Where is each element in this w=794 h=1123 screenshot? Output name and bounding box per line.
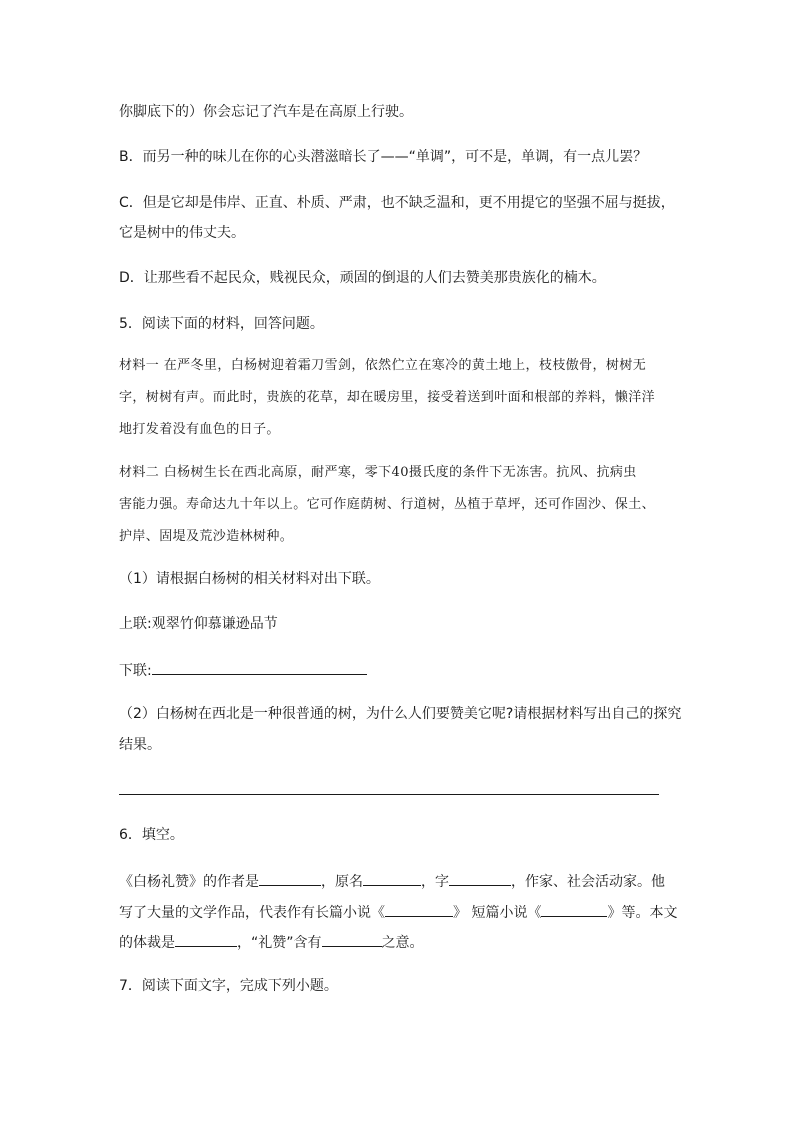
question-7-title: 7．阅读下面文字，完成下列小题。 [119, 978, 338, 994]
question-5-title: 5．阅读下面的材料，回答问题。 [119, 316, 324, 332]
lower-couplet-row [119, 660, 367, 680]
option-d: D．让那些看不起民众，贱视民众，顽固的倒退的人们去赞美那贵族化的楠木。 [119, 270, 606, 286]
lower-couplet-blank[interactable] [152, 660, 367, 675]
material-1-line-3: 地打发着没有血色的日子。 [119, 422, 280, 437]
blank-original-name[interactable] [363, 871, 421, 886]
material-1-line-2: 字，树树有声。而此时，贵族的花草，却在暖房里，接受着送到叶面和根部的养料，懒洋洋 [119, 390, 656, 405]
question-5-sub-2-line-1: （2）白杨树在西北是一种很普通的树，为什么人们要赞美它呢?请根据材料写出自己的探究 [119, 706, 682, 722]
blank-short-story[interactable] [541, 902, 607, 917]
blank-author[interactable] [259, 871, 321, 886]
option-a-continuation: 你脚底下的）你会忘记了汽车是在高原上行驶。 [119, 104, 413, 120]
q6-text: ，字 [421, 874, 449, 890]
option-b: B．而另一种的味儿在你的心头潜滋暗长了——“单调”，可不是，单调，有一点儿罢？ [119, 149, 648, 165]
blank-meaning[interactable] [322, 932, 382, 947]
q6-text: ，“礼赞”含有 [237, 935, 322, 951]
q6-text: 的体裁是 [119, 935, 175, 951]
question-6-line-2 [119, 902, 677, 922]
question-5-sub-1: （1）请根据白杨树的相关材料对出下联。 [119, 571, 380, 587]
material-2-line-1: 材料二 白杨树生长在西北高原，耐严寒，零下40摄氏度的条件下无冻害。抗风、抗病虫 [119, 465, 637, 480]
blank-novel[interactable] [385, 902, 453, 917]
question-6-line-1 [119, 871, 665, 891]
q6-text: 《白杨礼赞》的作者是 [119, 874, 259, 890]
answer-line[interactable] [119, 794, 659, 795]
option-c-line-2: 它是树中的伟丈夫。 [119, 225, 245, 241]
question-6-title: 6．填空。 [119, 827, 184, 843]
q6-text: ，作家、社会活动家。他 [511, 874, 665, 890]
q6-text: ，原名 [321, 874, 363, 890]
lower-couplet-label: 下联: [119, 663, 152, 679]
blank-genre[interactable] [175, 932, 237, 947]
material-1-line-1: 材料一 在严冬里，白杨树迎着霜刀雪剑，依然伫立在寒冷的黄土地上，枝枝傲骨，树树无 [119, 358, 647, 373]
question-5-sub-2-line-2: 结果。 [119, 737, 161, 753]
q6-text: 》 短篇小说《 [453, 905, 542, 921]
upper-couplet: 上联:观翠竹仰慕谦逊品节 [119, 616, 278, 632]
q6-text: 之意。 [381, 935, 424, 951]
material-2-line-2: 害能力强。寿命达九十年以上。它可作庭荫树、行道树，丛植于草坪，还可作固沙、保土、 [119, 497, 656, 512]
blank-courtesy-name[interactable] [449, 871, 511, 886]
option-c-line-1: C．但是它却是伟岸、正直、朴质、严肃，也不缺乏温和，更不用提它的坚强不屈与挺拔， [119, 195, 675, 211]
question-6-line-3 [119, 932, 424, 952]
q6-text: 写了大量的文学作品，代表作有长篇小说《 [119, 905, 385, 921]
material-2-line-3: 护岸、固堤及荒沙造林树种。 [119, 529, 294, 544]
q6-text: 》等。本文 [607, 905, 678, 921]
